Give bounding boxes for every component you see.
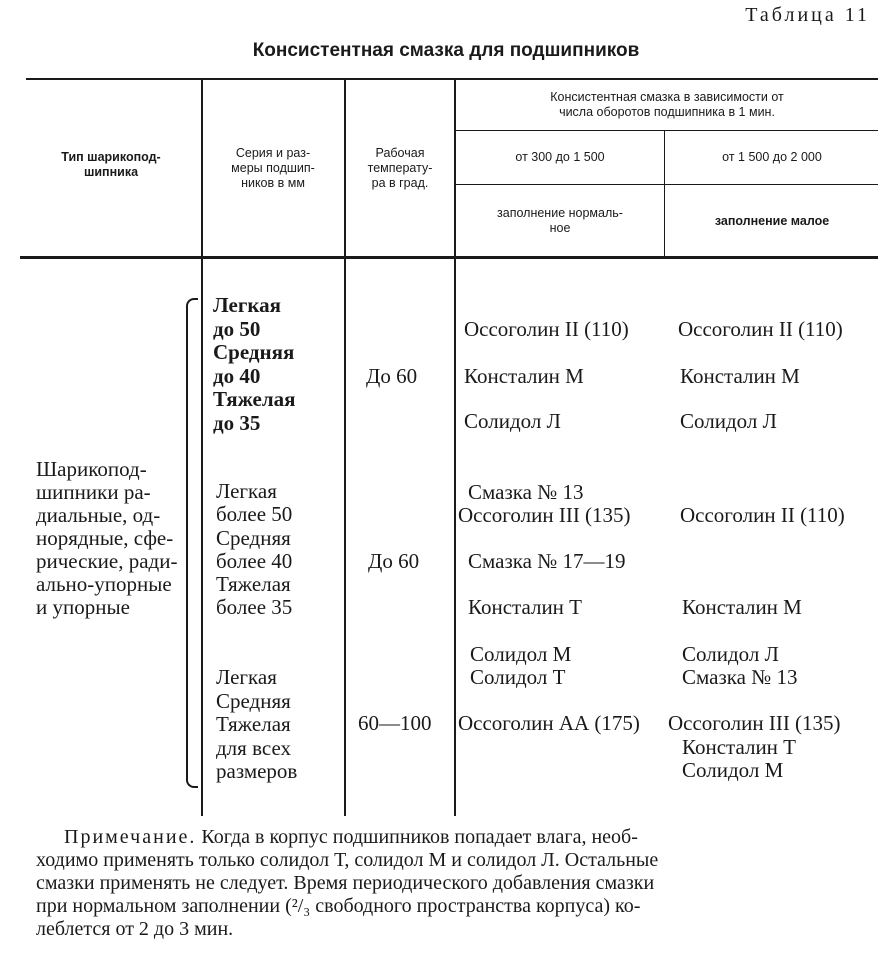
header-group: Консистентная смазка в зависимости от числа оборотов подшипника в 1 мин.: [550, 90, 784, 119]
group3-temperature: 60—100: [358, 711, 432, 735]
group1-normal-3: Солидол Л: [464, 409, 561, 433]
subheader-rule-1: [455, 130, 878, 131]
note-line-4: при нормальном заполнении (²/₃ свободного пространства корпуса) ко-: [36, 895, 641, 917]
group3-low-4: Консталин Т: [682, 735, 796, 759]
group3-low-3: Оссоголин III (135): [668, 711, 841, 735]
col-divider-2: [344, 80, 346, 816]
header-rpm-high: от 1 500 до 2 000: [722, 150, 822, 164]
group3-normal-3: Оссоголин АА (175): [458, 711, 640, 735]
group1-low-1: Оссоголин II (110): [678, 317, 843, 341]
group1-normal-2: Консталин М: [464, 364, 584, 388]
header-series: Серия и раз- меры подшип- ников в мм: [231, 146, 315, 190]
header-rpm-low: от 300 до 1 500: [515, 150, 605, 164]
note-line-3: смазки применять не следует. Время периодического добавления смазки: [36, 872, 655, 894]
group2-series: Легкая более 50 Средняя более 40 Тяжелая более 35: [216, 479, 293, 620]
group1-temperature: До 60: [366, 364, 418, 388]
header-bottom-rule: [20, 256, 878, 259]
group2-normal-4: Консталин Т: [468, 595, 582, 619]
group3-low-2: Смазка № 13: [682, 665, 798, 689]
group2-normal-2: Оссоголин III (135): [458, 503, 631, 527]
group3-low-1: Солидол Л: [682, 642, 779, 666]
group1-series: Легкая до 50 Средняя до 40 Тяжелая до 35: [213, 293, 296, 435]
header-bearing-type: Тип шарикопод- шипника: [61, 150, 161, 179]
table-number: Таблица 11: [745, 4, 870, 26]
group1-normal-1: Оссоголин II (110): [464, 317, 629, 341]
col-divider-4: [664, 131, 665, 257]
group2-temperature: До 60: [368, 549, 420, 573]
subheader-rule-2: [455, 184, 878, 185]
group1-low-3: Солидол Л: [680, 409, 777, 433]
note-line-5: леблется от 2 до 3 мин.: [36, 918, 234, 940]
group2-normal-1: Смазка № 13: [468, 480, 584, 504]
header-fill-low: заполнение малое: [714, 214, 830, 228]
bearing-type-cell: Шарикопод- шипники ра- диальные, од- норядные, сфе- рические, ради- ально-упорные и упорные: [36, 457, 178, 619]
bracket-brace: [186, 298, 198, 788]
note-label: Примечание.: [64, 826, 197, 848]
col-divider-3: [454, 80, 456, 816]
group3-series: Легкая Средняя Тяжелая для всех размеров: [216, 665, 298, 783]
group2-normal-3: Смазка № 17—19: [468, 549, 626, 573]
group3-low-5: Солидол М: [682, 758, 784, 782]
group3-normal-1: Солидол М: [470, 642, 572, 666]
header-temperature: Рабочая температу- ра в град.: [367, 146, 433, 190]
group3-normal-2: Солидол Т: [470, 665, 566, 689]
note-line-1: Когда в корпус подшипников попадает влага, необ-: [201, 826, 638, 848]
footnote: [36, 826, 880, 941]
group2-low-1: Оссоголин II (110): [680, 503, 845, 527]
group1-low-2: Консталин М: [680, 364, 800, 388]
note-line-2: ходимо применять только солидол Т, солидол М и солидол Л. Остальные: [36, 849, 659, 871]
top-rule: [26, 78, 878, 80]
table-caption: Консистентная смазка для подшипников: [252, 40, 640, 61]
group2-low-2: Консталин М: [682, 595, 802, 619]
header-fill-normal: заполнение нормаль- ное: [497, 206, 623, 235]
col-divider-1: [201, 80, 203, 816]
